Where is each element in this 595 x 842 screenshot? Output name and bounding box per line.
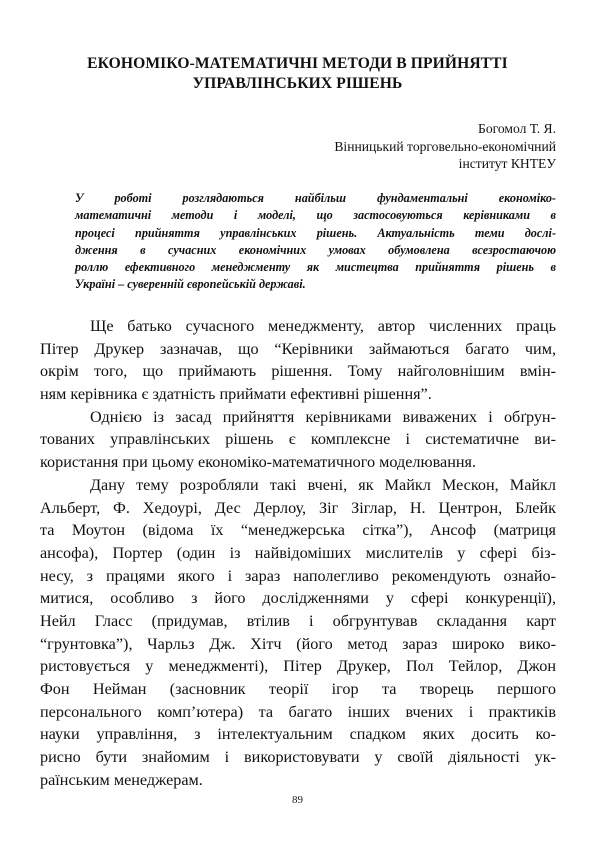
author-block — [226, 120, 556, 173]
title-line: УПРАВЛІНСЬКИХ РІШЕНЬ — [192, 75, 403, 92]
body-line: персонального комп’ютера) та багато інших вчених і практиків — [40, 702, 556, 721]
body-line: тованих управлінських рішень є комплексне і систематичне ви- — [40, 430, 556, 449]
author-affiliation: Вінницький торговельно-економічний — [334, 138, 556, 154]
body-line: Нейл Гласс (придумав, втілив і обгрунтував складання карт — [40, 611, 556, 630]
body-line: митися, особливо з його дослідженнями у сфері конкуренції), — [40, 589, 556, 608]
body-line: раїнським менеджерам. — [40, 770, 203, 789]
body-line: ристовується у менеджменті), Пітер Друкер, Пол Тейлор, Джон — [40, 657, 556, 676]
page-number: 89 — [292, 794, 303, 806]
body-line: Однією із засад прийняття керівниками виважених і обґрун- — [90, 407, 556, 426]
body-line: та Моутон (відома їх “менеджерська сітка”), Ансоф (матриця — [40, 521, 556, 540]
author-name: Богомол Т. Я. — [478, 121, 556, 136]
abstract-line: роллю ефективного менеджменту як мистецтва прийняття рішень в — [75, 260, 556, 275]
abstract-line: процесі прийняття управлінських рішень. Актуальність теми дослі- — [75, 225, 556, 240]
body-line: Ще батько сучасного менеджменту, автор численних праць — [90, 317, 556, 335]
body-line: науки управління, з інтелектуальним спадком яких досить ко- — [40, 725, 556, 744]
body-line: користання при цьому економіко-математичного моделювання. — [40, 453, 477, 472]
body-line: окрім того, що приймають рішення. Тому найголовнішим вмін- — [40, 362, 556, 381]
body-line: Дану тему розробляли такі вчені, як Майкл Мескон, Майкл — [90, 475, 556, 494]
abstract — [75, 190, 556, 294]
abstract-line: математичні методи і моделі, що застосовуються керівниками в — [75, 208, 556, 223]
abstract-line: У роботі розглядаються найбільш фундаментальні економіко- — [75, 191, 556, 205]
body-line: Альберт, Ф. Хедоурі, Дес Дерлоу, Зіг Зіглар, Н. Центрон, Блейк — [40, 498, 556, 517]
body-line: “грунтовка”), Чарльз Дж. Хітч (його метод зараз широко вико- — [40, 634, 556, 653]
abstract-line: дження в сучасних економічних умовах обумовлена всезростаючою — [75, 242, 556, 257]
body-line: несу, з працями якого і зараз наполегливо рекомендують ознайо- — [40, 566, 556, 585]
body-text — [40, 315, 556, 791]
body-line: ням керівника є здатність приймати ефективні рішення”. — [40, 385, 432, 404]
body-line: Пітер Друкер зазначав, що “Керівники займаються багато чим, — [40, 339, 556, 358]
body-line: рисно бути знайомим і використовувати у своїй діяльності ук- — [40, 748, 556, 767]
abstract-line: Україні – суверенній європейській державі. — [75, 277, 306, 292]
author-affiliation: інститут КНТЕУ — [458, 156, 556, 172]
article-title — [40, 54, 555, 94]
title-line: ЕКОНОМІКО-МАТЕМАТИЧНІ МЕТОДИ В ПРИЙНЯТТІ — [87, 55, 508, 72]
body-line: Фон Нейман (засновник теорії ігор та творець першого — [40, 680, 556, 698]
body-line: ансофа), Портер (один із найвідоміших мислителів у сфері біз- — [40, 543, 556, 562]
